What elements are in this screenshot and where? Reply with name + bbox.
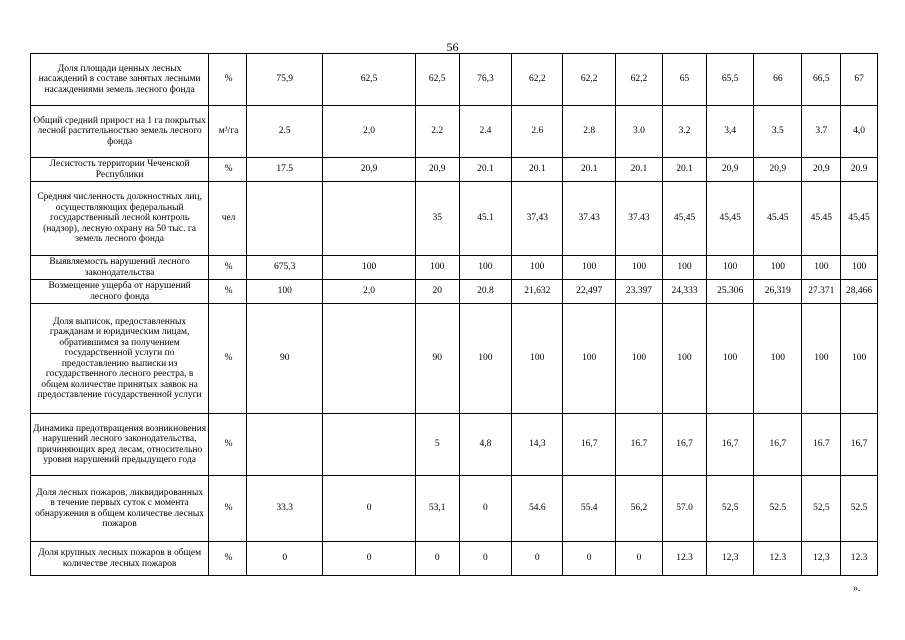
value-cell: 100 xyxy=(512,304,563,414)
value-cell: 37.43 xyxy=(563,182,615,256)
value-cell: 16,7 xyxy=(663,414,707,476)
value-cell: 26,319 xyxy=(754,280,802,304)
value-cell: 57.0 xyxy=(663,476,707,542)
table-row xyxy=(31,54,878,106)
value-cell: 12,3 xyxy=(802,542,841,576)
value-cell: 3,4 xyxy=(707,106,754,158)
unit-cell: м³/га xyxy=(209,106,247,158)
value-cell: 90 xyxy=(415,304,459,414)
value-cell: 2.6 xyxy=(512,106,563,158)
value-cell: 675,3 xyxy=(246,256,323,280)
value-cell: 14,3 xyxy=(512,414,563,476)
unit-cell: % xyxy=(209,158,247,182)
value-cell: 0 xyxy=(459,476,511,542)
value-cell: 65,5 xyxy=(707,54,754,106)
table-row xyxy=(31,304,878,414)
table-row xyxy=(31,280,878,304)
value-cell: 16.7 xyxy=(615,414,662,476)
indicator-name: Выявляемость нарушений лесного законодательства xyxy=(31,256,209,280)
value-cell: 75,9 xyxy=(246,54,323,106)
value-cell: 100 xyxy=(754,256,802,280)
value-cell: 16,7 xyxy=(707,414,754,476)
value-cell: 4,0 xyxy=(841,106,878,158)
value-cell: 100 xyxy=(615,256,662,280)
value-cell: 100 xyxy=(802,304,841,414)
value-cell: 4,8 xyxy=(459,414,511,476)
value-cell: 12,3 xyxy=(707,542,754,576)
value-cell: 45.1 xyxy=(459,182,511,256)
value-cell: 24,333 xyxy=(663,280,707,304)
value-cell: 0 xyxy=(459,542,511,576)
value-cell: 66 xyxy=(754,54,802,106)
value-cell: 20.1 xyxy=(663,158,707,182)
indicator-name: Доля лесных пожаров, ликвидированных в течение первых суток с момента обнаружения в общем количестве лесных пожаров xyxy=(31,476,209,542)
value-cell: 100 xyxy=(563,256,615,280)
page-number: 56 xyxy=(446,40,459,54)
value-cell: 20.1 xyxy=(512,158,563,182)
value-cell xyxy=(323,414,415,476)
unit-cell: % xyxy=(209,542,247,576)
value-cell: 65 xyxy=(663,54,707,106)
value-cell: 62,5 xyxy=(323,54,415,106)
value-cell xyxy=(323,182,415,256)
value-cell: 20,9 xyxy=(323,158,415,182)
value-cell: 100 xyxy=(707,304,754,414)
value-cell: 52,5 xyxy=(707,476,754,542)
value-cell: 100 xyxy=(707,256,754,280)
value-cell: 28,466 xyxy=(841,280,878,304)
value-cell: 100 xyxy=(663,304,707,414)
value-cell: 100 xyxy=(663,256,707,280)
value-cell: 12.3 xyxy=(841,542,878,576)
value-cell: 56,2 xyxy=(615,476,662,542)
indicator-name: Общий средний прирост на 1 га покрытых лесной растительностью земель лесного фонда xyxy=(31,106,209,158)
value-cell: 2.8 xyxy=(563,106,615,158)
value-cell: 20.8 xyxy=(459,280,511,304)
closing-quote: ». xyxy=(853,583,861,594)
value-cell: 100 xyxy=(246,280,323,304)
value-cell: 20,9 xyxy=(802,158,841,182)
indicator-name: Доля крупных лесных пожаров в общем количестве лесных пожаров xyxy=(31,542,209,576)
table-row xyxy=(31,542,878,576)
value-cell: 53,1 xyxy=(415,476,459,542)
value-cell: 20,9 xyxy=(415,158,459,182)
value-cell: 0 xyxy=(246,542,323,576)
value-cell: 5 xyxy=(415,414,459,476)
value-cell: 100 xyxy=(459,256,511,280)
value-cell: 100 xyxy=(615,304,662,414)
value-cell xyxy=(246,182,323,256)
value-cell: 100 xyxy=(415,256,459,280)
value-cell: 2,0 xyxy=(323,106,415,158)
value-cell: 20.1 xyxy=(615,158,662,182)
value-cell: 33.3 xyxy=(246,476,323,542)
unit-cell: чел xyxy=(209,182,247,256)
value-cell: 100 xyxy=(841,256,878,280)
value-cell: 3.5 xyxy=(754,106,802,158)
value-cell: 90 xyxy=(246,304,323,414)
value-cell: 0 xyxy=(615,542,662,576)
value-cell: 54.6 xyxy=(512,476,563,542)
value-cell: 3.0 xyxy=(615,106,662,158)
value-cell: 12.3 xyxy=(663,542,707,576)
value-cell: 45,45 xyxy=(841,182,878,256)
value-cell: 12.3 xyxy=(754,542,802,576)
indicator-name: Доля выписок, предоставленных гражданам и юридическим лицам, обратившимся за получением государственной услуги по предоставлению выписки из государственного лесного реестра, в общем количестве принятых заявок на предоставление государственной услуги xyxy=(31,304,209,414)
value-cell: 0 xyxy=(323,476,415,542)
value-cell: 16.7 xyxy=(802,414,841,476)
table-row xyxy=(31,106,878,158)
value-cell: 45,45 xyxy=(663,182,707,256)
value-cell: 2,0 xyxy=(323,280,415,304)
value-cell: 23.397 xyxy=(615,280,662,304)
value-cell: 45,45 xyxy=(707,182,754,256)
value-cell: 76,3 xyxy=(459,54,511,106)
value-cell: 100 xyxy=(323,256,415,280)
unit-cell: % xyxy=(209,414,247,476)
table-row xyxy=(31,476,878,542)
value-cell: 20 xyxy=(415,280,459,304)
value-cell: 22,497 xyxy=(563,280,615,304)
value-cell: 52,5 xyxy=(802,476,841,542)
value-cell: 3.2 xyxy=(663,106,707,158)
value-cell: 20.9 xyxy=(841,158,878,182)
value-cell xyxy=(323,304,415,414)
value-cell: 62,5 xyxy=(415,54,459,106)
unit-cell: % xyxy=(209,256,247,280)
value-cell: 52.5 xyxy=(754,476,802,542)
indicator-name: Возмещение ущерба от нарушений лесного фонда xyxy=(31,280,209,304)
table-row xyxy=(31,158,878,182)
value-cell: 2.4 xyxy=(459,106,511,158)
value-cell: 52.5 xyxy=(841,476,878,542)
value-cell: 3.7 xyxy=(802,106,841,158)
unit-cell: % xyxy=(209,280,247,304)
unit-cell: % xyxy=(209,54,247,106)
value-cell: 17.5 xyxy=(246,158,323,182)
value-cell: 0 xyxy=(512,542,563,576)
unit-cell: % xyxy=(209,304,247,414)
value-cell: 16,7 xyxy=(563,414,615,476)
value-cell: 37.43 xyxy=(615,182,662,256)
value-cell: 100 xyxy=(459,304,511,414)
table-row xyxy=(31,256,878,280)
value-cell: 62,2 xyxy=(615,54,662,106)
indicator-name: Лесистость территории Чеченской Республики xyxy=(31,158,209,182)
indicator-name: Доля площади ценных лесных насаждений в составе занятых лесными насаждениями земель лесного фонда xyxy=(31,54,209,106)
value-cell: 100 xyxy=(754,304,802,414)
value-cell: 20.1 xyxy=(563,158,615,182)
value-cell: 20.1 xyxy=(459,158,511,182)
table-row xyxy=(31,414,878,476)
value-cell: 0 xyxy=(563,542,615,576)
value-cell: 55.4 xyxy=(563,476,615,542)
value-cell: 45.45 xyxy=(802,182,841,256)
value-cell: 100 xyxy=(802,256,841,280)
value-cell: 45.45 xyxy=(754,182,802,256)
value-cell: 62,2 xyxy=(563,54,615,106)
value-cell: 21,632 xyxy=(512,280,563,304)
value-cell: 0 xyxy=(323,542,415,576)
value-cell: 37,43 xyxy=(512,182,563,256)
value-cell: 20,9 xyxy=(754,158,802,182)
table-row xyxy=(31,182,878,256)
value-cell: 0 xyxy=(415,542,459,576)
value-cell: 20,9 xyxy=(707,158,754,182)
value-cell: 2.2 xyxy=(415,106,459,158)
value-cell: 67 xyxy=(841,54,878,106)
value-cell: 16,7 xyxy=(754,414,802,476)
value-cell xyxy=(246,414,323,476)
value-cell: 62,2 xyxy=(512,54,563,106)
value-cell: 35 xyxy=(415,182,459,256)
value-cell: 16,7 xyxy=(841,414,878,476)
value-cell: 66,5 xyxy=(802,54,841,106)
value-cell: 25.306 xyxy=(707,280,754,304)
value-cell: 2.5 xyxy=(246,106,323,158)
value-cell: 100 xyxy=(841,304,878,414)
value-cell: 100 xyxy=(512,256,563,280)
value-cell: 27.371 xyxy=(802,280,841,304)
indicators-table xyxy=(30,53,878,576)
indicator-name: Динамика предотвращения возникновения нарушений лесного законодательства, причиняющих вред лесам, относительно уровня нарушений предыдущего года xyxy=(31,414,209,476)
value-cell: 100 xyxy=(563,304,615,414)
unit-cell: % xyxy=(209,476,247,542)
indicator-name: Средняя численность должностных лиц, осуществляющих федеральный государственный лесной контроль (надзор), лесную охрану на 50 тыс. га земель лесного фонда xyxy=(31,182,209,256)
